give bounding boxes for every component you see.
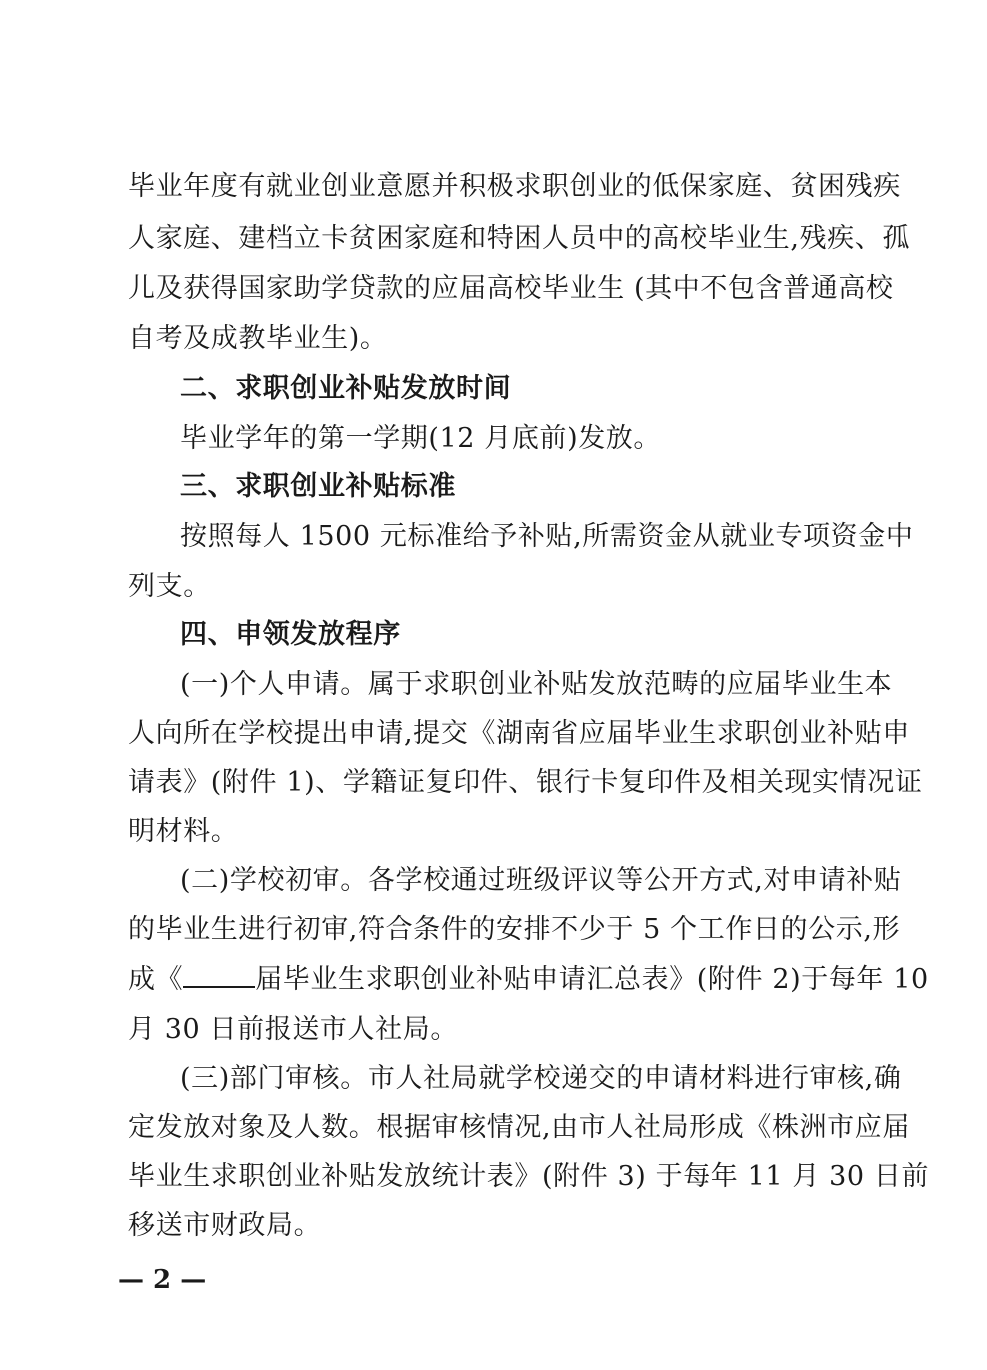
body-text-line: 按照每人 1500 元标准给予补贴,所需资金从就业专项资金中	[180, 521, 914, 552]
line-suffix: 届毕业生求职创业补贴申请汇总表》(附件 2)于每年 10	[255, 964, 929, 995]
body-text-line: 人向所在学校提出申请,提交《湖南省应届毕业生求职创业补贴申	[128, 718, 910, 749]
body-text-line: 定发放对象及人数。根据审核情况,由市人社局形成《株洲市应届	[128, 1112, 910, 1143]
fill-in-blank	[183, 960, 255, 988]
section-heading-3: 三、求职创业补贴标准	[180, 471, 456, 502]
body-text-line: (一)个人申请。属于求职创业补贴发放范畴的应届毕业生本	[180, 669, 893, 700]
body-text-line: 毕业学年的第一学期(12 月底前)发放。	[180, 423, 662, 454]
body-text-line: 的毕业生进行初审,符合条件的安排不少于 5 个工作日的公示,形	[128, 914, 901, 945]
body-text-line: 明材料。	[128, 816, 239, 847]
section-heading-2: 二、求职创业补贴发放时间	[180, 373, 512, 404]
body-text-line-with-blank	[128, 960, 929, 1000]
body-text-line: 毕业年度有就业创业意愿并积极求职创业的低保家庭、贫困残疾	[128, 171, 901, 202]
body-text-line: 毕业生求职创业补贴发放统计表》(附件 3) 于每年 11 月 30 日前	[128, 1161, 930, 1192]
body-text-line: 人家庭、建档立卡贫困家庭和特困人员中的高校毕业生,残疾、孤	[128, 223, 910, 254]
body-text-line: 移送市财政局。	[128, 1210, 322, 1241]
body-text-line: (二)学校初审。各学校通过班级评议等公开方式,对申请补贴	[180, 865, 902, 896]
body-text-line: (三)部门审核。市人社局就学校递交的申请材料进行审核,确	[180, 1063, 902, 1094]
line-prefix: 成《	[128, 964, 184, 995]
page-number: — 2 —	[118, 1265, 207, 1295]
body-text-line: 儿及获得国家助学贷款的应届高校毕业生 (其中不包含普通高校	[128, 273, 894, 304]
body-text-line: 自考及成教毕业生)。	[128, 323, 388, 354]
body-text-line: 月 30 日前报送市人社局。	[128, 1014, 458, 1045]
section-heading-4: 四、申领发放程序	[180, 619, 401, 650]
body-text-line: 请表》(附件 1)、学籍证复印件、银行卡复印件及相关现实情况证	[128, 767, 923, 798]
body-text-line: 列支。	[128, 571, 211, 602]
